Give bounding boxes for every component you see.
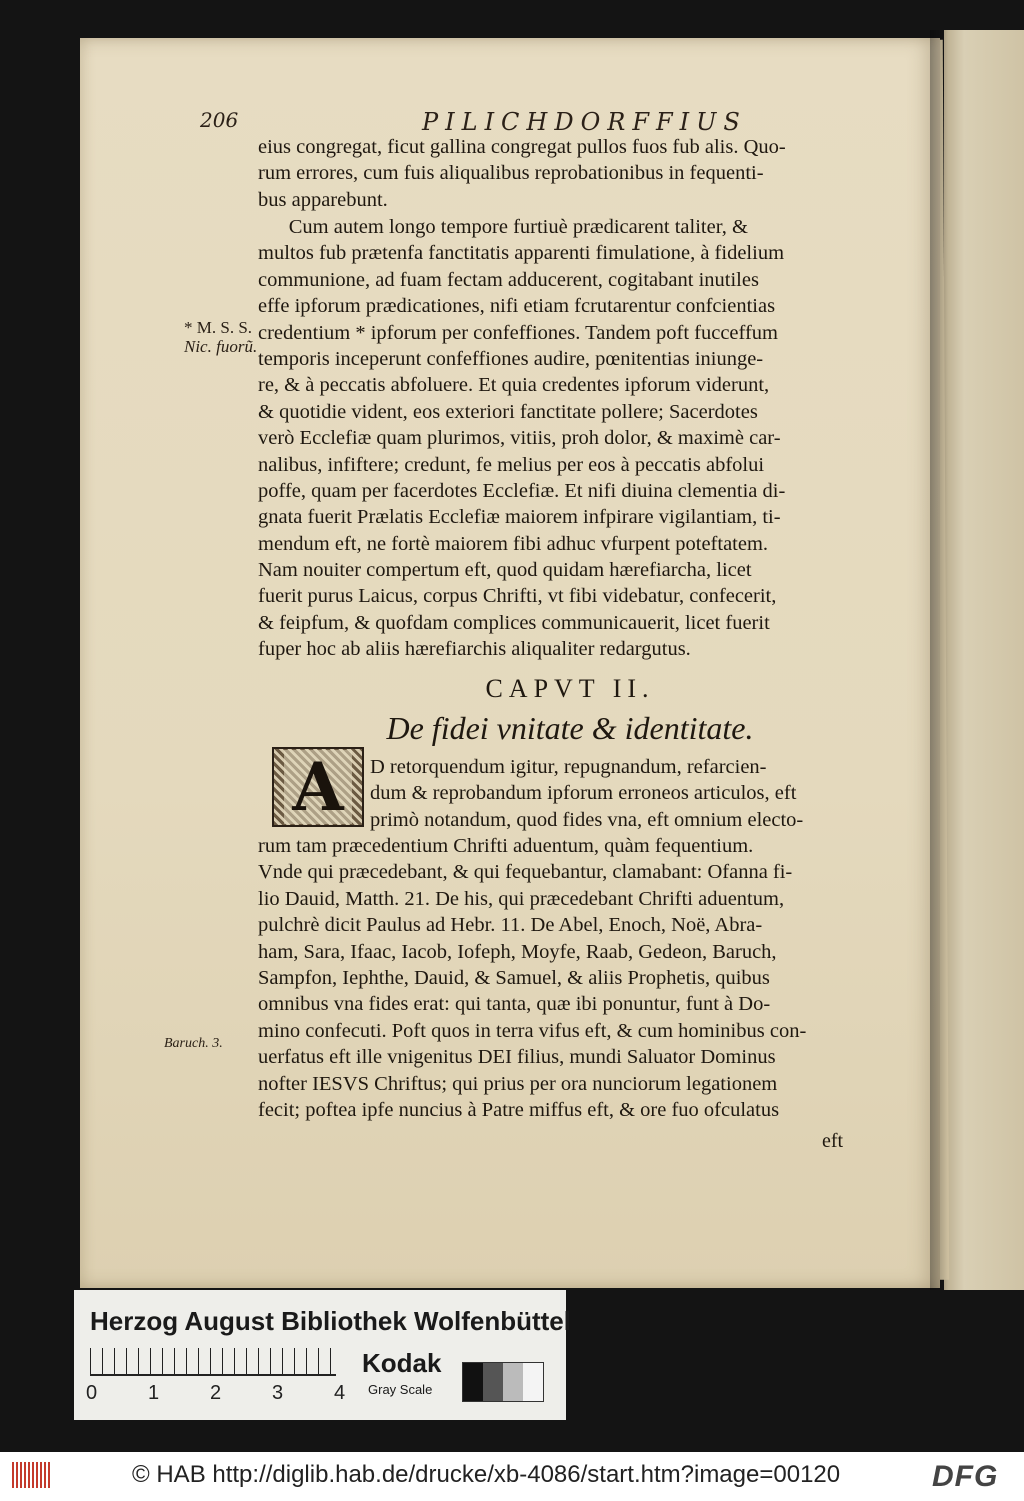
gutter-shadow	[930, 30, 948, 1290]
text-line: re, & à peccatis abfoluere. Et quia credentes ipforum viderunt,	[258, 374, 770, 397]
margin-note-baruch: Baruch. 3.	[164, 1036, 223, 1051]
text-line: bus apparebunt.	[258, 188, 388, 211]
text-line: nofter IESVS Chriftus; qui prius per ora nunciorum legationem	[258, 1072, 778, 1095]
kodak-logo: Kodak	[362, 1348, 442, 1378]
paragraph-continuation	[258, 134, 858, 213]
catchword: eft	[822, 1130, 844, 1152]
text-line: multos fub prætenfa fanctitatis apparenti fimulatione, à fidelium	[258, 242, 785, 265]
paragraph-opening	[370, 754, 870, 833]
margin-note-mss	[184, 318, 257, 356]
text-line: effe ipforum prædicationes, nifi etiam fcrutarentur confcientias	[258, 295, 776, 318]
text-line: omnibus vna fides erat: qui tanta, quæ ibi ponuntur, funt à Do-	[258, 993, 771, 1016]
text-line: eius congregat, ficut gallina congregat pullos fuos fub alis. Quo-	[258, 136, 786, 158]
text-line: fuper hoc ab aliis hærefiarchis aliqualiter redargutus.	[258, 638, 691, 661]
chapter-title: De fidei vnitate & identitate.	[386, 710, 754, 746]
ruler-number: 3	[272, 1382, 284, 1404]
text-line: mendum eft, ne fortè maiorem fibi adhuc vfurpent poteftatem.	[258, 532, 769, 555]
text-line: Sampfon, Iephthe, Dauid, & Samuel, & aliis Prophetis, quibus	[258, 966, 770, 989]
text-line: Vnde qui præcedebant, & qui fequebantur, clamabant: Ofanna fi-	[258, 861, 793, 884]
text-line: temporis inceperunt confeffiones audire, pœnitentias iniunge-	[258, 347, 764, 370]
text-line: & quotidie vident, eos exteriori fanctitate pollere; Sacerdotes	[258, 400, 758, 423]
decorated-initial	[272, 747, 364, 827]
text-line: gnata fuerit Prælatis Ecclefiæ maiorem infpirare vigilantiam, ti-	[258, 506, 781, 529]
margin-note-line: * M. S. S.	[184, 318, 253, 337]
text-line: D retorquendum igitur, repugnandum, refarcien-	[370, 756, 767, 778]
copyright-url[interactable]: © HAB http://diglib.hab.de/drucke/xb-4086/start.htm?image=00120	[132, 1461, 841, 1488]
paragraph-body	[258, 833, 858, 1123]
swatch-black	[463, 1363, 483, 1401]
text-line: fuerit purus Laicus, corpus Chrifti, vt fibi videbatur, confecerit,	[258, 585, 777, 608]
folio-number: 206	[200, 108, 239, 132]
gray-swatches	[462, 1362, 544, 1402]
paragraph-cum-autem	[258, 214, 858, 663]
footer-bar	[0, 1452, 1024, 1501]
text-line: rum errores, cum fuis aliqualibus reprobationibus in fequenti-	[258, 162, 764, 185]
text-line: lio Dauid, Matth. 21. De his, qui præcedebant Chrifti aduentum,	[258, 887, 785, 910]
text-line: poffe, quam per facerdotes Ecclefiæ. Et nifi diuina clementia di-	[258, 479, 786, 502]
facing-page-edge	[944, 30, 1024, 1290]
ruler-number: 1	[148, 1382, 160, 1404]
text-line: Cum autem longo tempore furtiuè prædicarent taliter, &	[258, 216, 748, 238]
text-line: primò notandum, quod fides vna, eft omnium electo-	[370, 808, 804, 831]
library-name: Herzog August Bibliothek Wolfenbüttel	[90, 1306, 571, 1336]
text-line: Nam nouiter compertum eft, quod quidam hærefiarcha, licet	[258, 559, 752, 582]
margin-note-line: Nic. fuorũ.	[184, 337, 258, 356]
text-line: dum & reprobandum ipforum erroneos articulos, eft	[370, 782, 797, 805]
text-line: communione, ad fuam fectam adducerent, cogitabant inutiles	[258, 268, 759, 291]
ruler-number: 0	[86, 1382, 98, 1404]
text-line: ham, Sara, Ifaac, Iacob, Iofeph, Moyfe, Raab, Gedeon, Baruch,	[258, 940, 777, 963]
text-line: fecit; poftea ipfe nuncius à Patre miffus eft, & ore fuo ofculatus	[258, 1098, 780, 1121]
chapter-number: CAPVT II.	[485, 674, 655, 703]
swatch-white	[523, 1363, 543, 1401]
text-line: verò Ecclefiæ quam plurimos, vitiis, proh dolor, & maximè car-	[258, 427, 781, 450]
running-title: PILICHDORFFIUS	[422, 108, 747, 136]
text-line: pulchrè dicit Paulus ad Hebr. 11. De Abel, Enoch, Noë, Abra-	[258, 914, 763, 937]
scale-ruler	[90, 1348, 336, 1376]
text-line: nalibus, infiftere; credunt, fe melius per eos à peccatis abfolui	[258, 453, 765, 476]
dfg-logo: DFG	[932, 1460, 999, 1493]
text-line: uerfatus eft ille vnigenitus DEI filius, mundi Saluator Dominus	[258, 1046, 776, 1069]
text-line: credentium * ipforum per confeffiones. Tandem poft fucceffum	[258, 321, 778, 344]
swatch-light-gray	[503, 1363, 523, 1401]
ruler-number: 4	[334, 1382, 346, 1404]
library-color-label	[74, 1290, 571, 1420]
initial-letter: A	[284, 750, 351, 824]
text-line: mino confecuti. Poft quos in terra vifus eft, & cum hominibus con-	[258, 1019, 807, 1042]
ruler-number: 2	[210, 1382, 222, 1404]
gray-scale-label: Gray Scale	[368, 1382, 433, 1397]
text-line: & feipfum, & quofdam complices communicauerit, licet fuerit	[258, 611, 770, 634]
hab-barcode-icon	[12, 1462, 50, 1488]
text-line: rum tam præcedentium Chrifti aduentum, quàm fequentium.	[258, 835, 754, 857]
swatch-dark-gray	[483, 1363, 503, 1401]
